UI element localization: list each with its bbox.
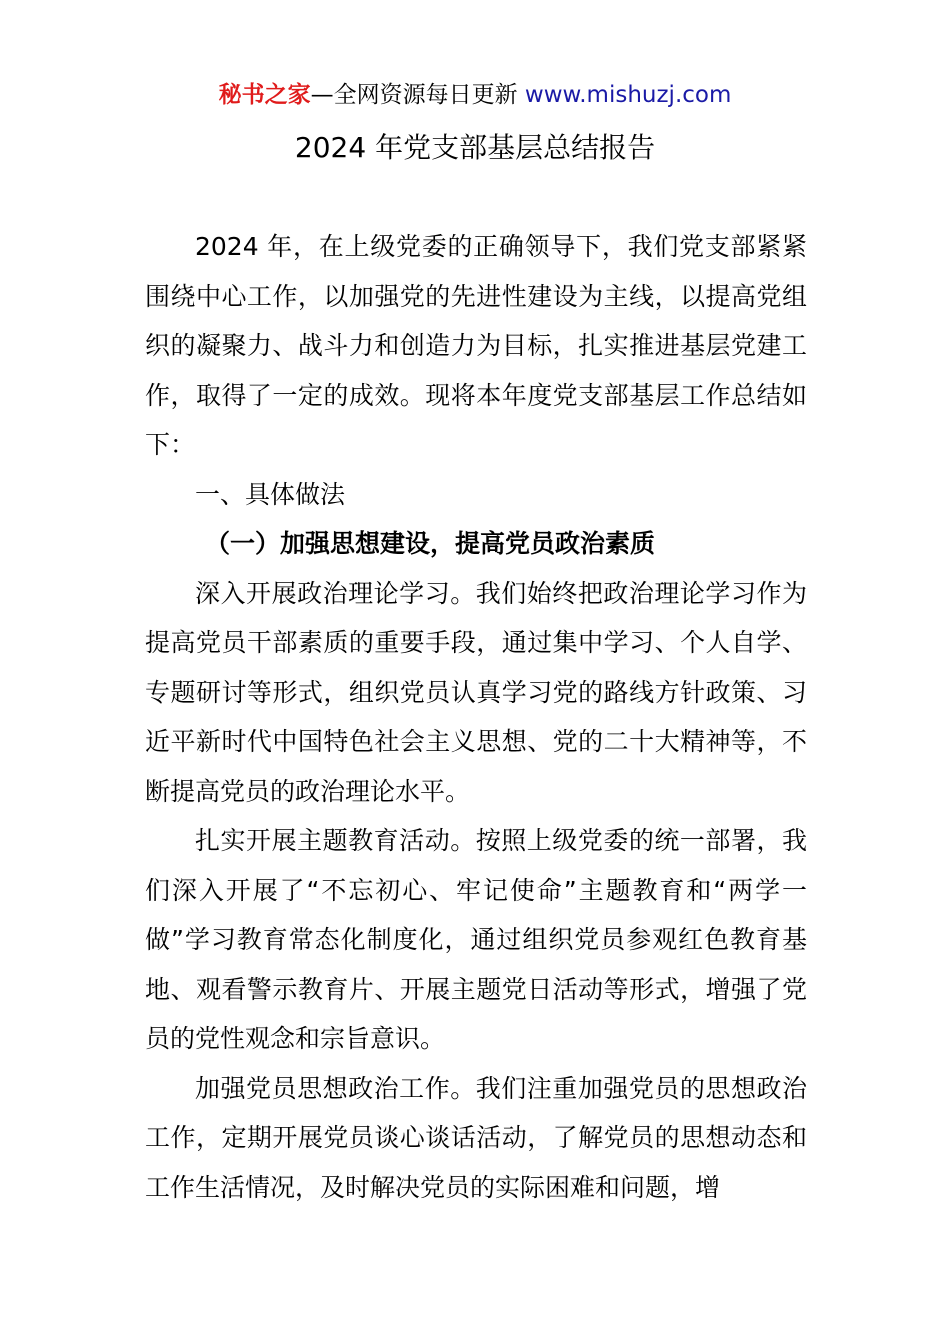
- brand-name: 秘书之家: [218, 82, 311, 108]
- document-title: 2024 年党支部基层总结报告: [294, 131, 656, 164]
- header-tagline: —全网资源每日更新: [310, 82, 525, 108]
- site-header: [0, 78, 950, 112]
- document-body: [145, 222, 807, 1212]
- intro-paragraph: 2024 年，在上级党委的正确领导下，我们党支部紧紧围绕中心工作，以加强党的先进性建设为主线，以提高党组织的凝聚力、战斗力和创造力为目标，扎实推进基层党建工作，取得了一定的成效。现将本年度党支部基层工作总结如下：: [145, 232, 807, 459]
- site-url-link[interactable]: www.mishuzj.com: [524, 82, 732, 108]
- body-paragraph: 深入开展政治理论学习。我们始终把政治理论学习作为提高党员干部素质的重要手段，通过集中学习、个人自学、专题研讨等形式，组织党员认真学习党的路线方针政策、习近平新时代中国特色社会主义思想、党的二十大精神等，不断提高党员的政治理论水平。: [145, 578, 807, 806]
- subsection-heading: （一）加强思想建设，提高党员政治素质: [205, 529, 656, 558]
- section-heading: 一、具体做法: [195, 479, 346, 509]
- body-paragraph: 加强党员思想政治工作。我们注重加强党员的思想政治工作，定期开展党员谈心谈话活动，了解党员的思想动态和工作生活情况，及时解决党员的实际困难和问题，增: [145, 1073, 807, 1202]
- body-paragraph: 扎实开展主题教育活动。按照上级党委的统一部署，我们深入开展了“不忘初心、牢记使命”主题教育和“两学一做”学习教育常态化制度化，通过组织党员参观红色教育基地、观看警示教育片、开展主题党日活动等形式，增强了党员的党性观念和宗旨意识。: [145, 826, 807, 1053]
